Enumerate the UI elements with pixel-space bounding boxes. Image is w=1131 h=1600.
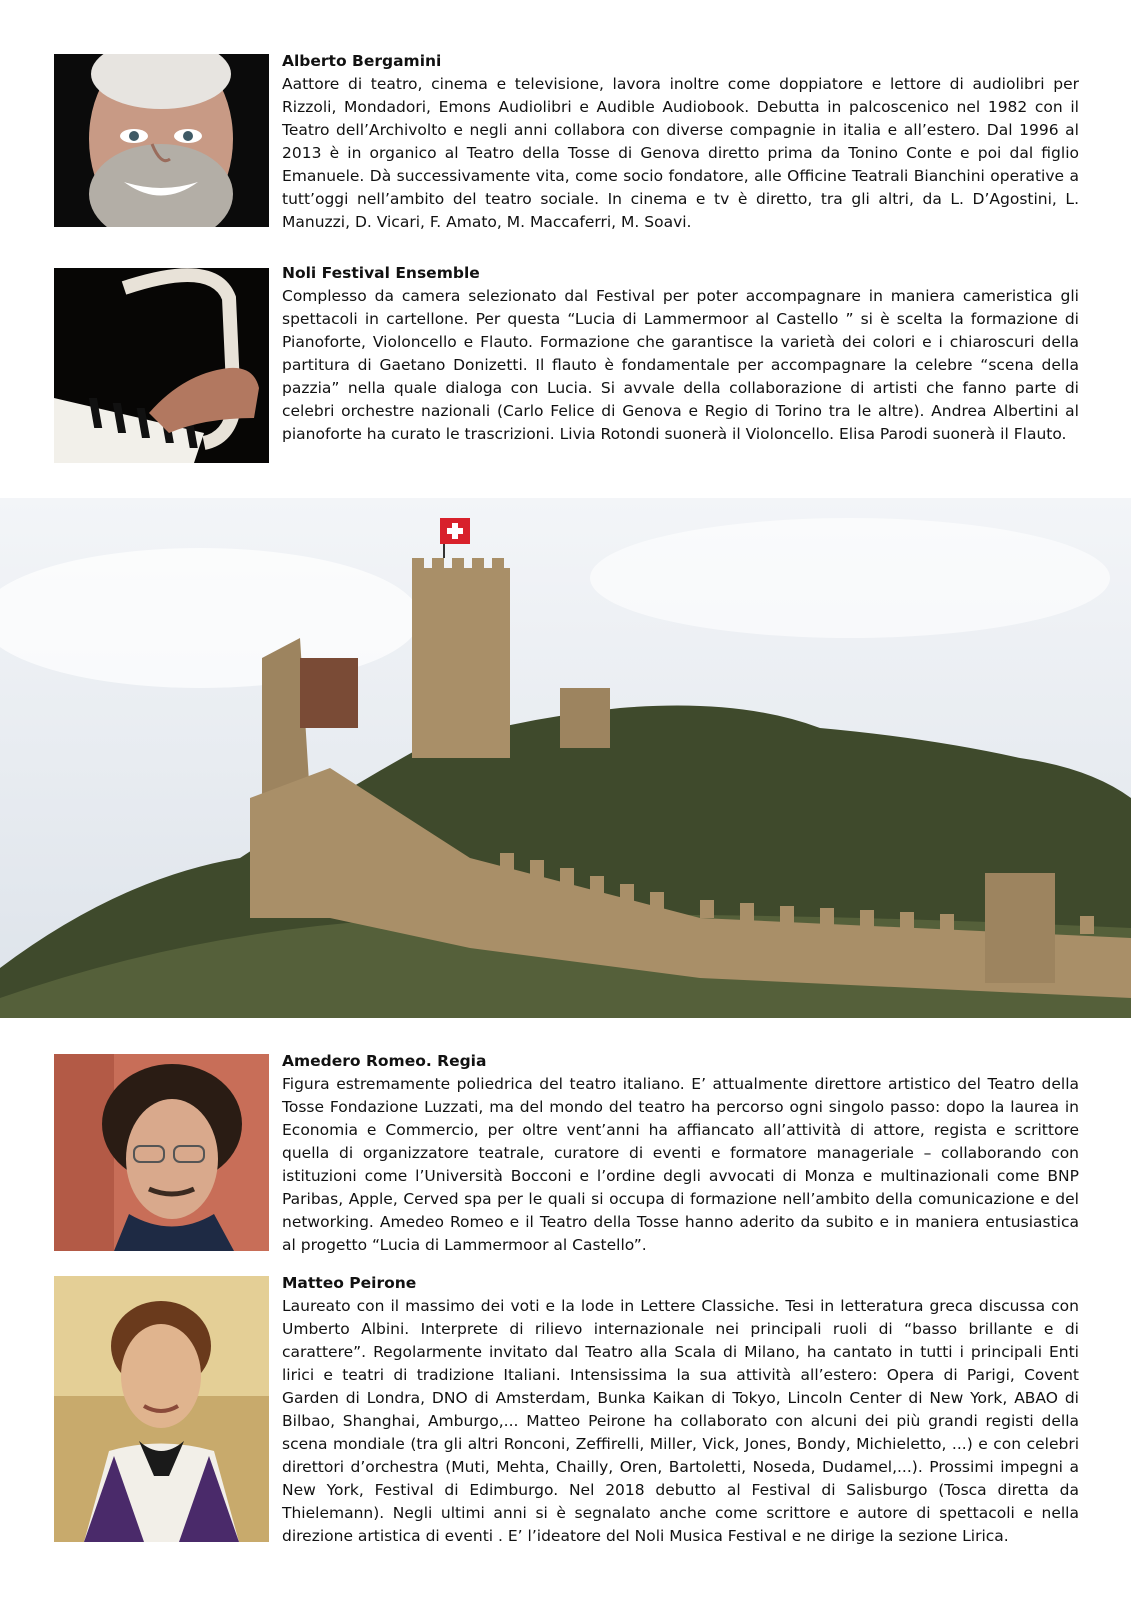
portrait-photo	[54, 1276, 269, 1542]
portrait-photo	[54, 54, 269, 227]
bio-body: Aattore di teatro, cinema e televisione, lavora inoltre come doppiatore e lettore di audiolibri per Rizzoli, Mondadori, Emons Audiolibri e Audible Audiobook. Debutta in palcoscenico nel 1982 con il Teatro dell’Archivolto e negli anni collabora con diverse compagnie in italia e all’estero. Dal 1996 al 2013 è in organico al Teatro della Tosse di Genova diretto prima da Tonino Conte e poi dal figlio Emanuele. Dà successivamente vita, come socio fondatore, alle Officine Teatrali Bianchini operative a tutt’oggi nell’ambito del teatro sociale. In cinema e tv è diretto, tra gli altri, da L. D’Agostini, L. Manuzzi, D. Vicari, F. Amato, M. Maccaferri, M. Soavi.	[282, 75, 1079, 231]
bio-text-block	[282, 262, 1079, 446]
bio-name: Amedero Romeo. Regia	[282, 1052, 487, 1070]
bio-text-block	[282, 1272, 1079, 1548]
bio-matteo-peirone	[54, 1272, 1078, 1572]
bio-text-block	[282, 1050, 1079, 1257]
portrait-photo	[54, 1054, 269, 1251]
bio-name: Noli Festival Ensemble	[282, 264, 480, 282]
bio-alberto-bergamini	[54, 50, 1078, 232]
bio-body: Figura estremamente poliedrica del teatro italiano. E’ attualmente direttore artistico del Teatro della Tosse Fondazione Luzzati, ma del mondo del teatro ha percorso ogni singolo passo: dopo la laurea in Economia e Commercio, per oltre vent’anni ha affiancato all’attività di attore, regista e scrittore quella di organizzatore teatrale, curatore di eventi e formatore manageriale – collaborando con istituzioni come l’Università Bocconi e l’ordine degli avvocati di Monza e multinazionali come BNP Paribas, Apple, Cerved spa per le quali si occupa di formazione nell’ambito della comunicazione e del networking. Amedeo Romeo e il Teatro della Tosse hanno aderito da subito e in maniera entusiastica al progetto “Lucia di Lammermoor al Castello”.	[282, 1075, 1079, 1254]
bio-amedeo-romeo	[54, 1050, 1078, 1260]
bio-text-block	[282, 50, 1079, 234]
bio-name: Alberto Bergamini	[282, 52, 442, 70]
bio-body: Laureato con il massimo dei voti e la lode in Lettere Classiche. Tesi in letteratura greca discussa con Umberto Albini. Interprete di rilievo internazionale nei principali ruoli di “basso brillante e di carattere”. Regolarmente invitato dal Teatro alla Scala di Milano, ha cantato in tutti i principali Enti lirici e teatri di tradizione Italiani. Intensissima la sua attività all’estero: Opera di Parigi, Covent Garden di Londra, DNO di Amsterdam, Bunka Kaikan di Tokyo, Lincoln Center di New York, ABAO di Bilbao, Shanghai, Amburgo,... Matteo Peirone ha collaborato con alcuni dei più grandi registi della scena mondiale (tra gli altri Ronconi, Zeffirelli, Miller, Vick, Jones, Bondy, Michieletto, ...) e con celebri direttori d’orchestra (Muti, Mehta, Chailly, Oren, Bartoletti, Noseda, Dudamel,...). Prossimi impegni a New York, Festival di Edimburgo. Nel 2018 debutto al Festival di Salisburgo (Tosca diretta da Thielemann). Negli ultimi anni si è segnalato anche come scrittore e autore di spettacoli e nella direzione artistica di eventi . E’ l’ideatore del Noli Musica Festival e ne dirige la sezione Lirica.	[282, 1297, 1079, 1545]
bio-noli-festival-ensemble	[54, 262, 1078, 472]
piano-hand-photo	[54, 268, 269, 463]
bio-name: Matteo Peirone	[282, 1274, 417, 1292]
castle-photo	[0, 498, 1131, 1018]
bio-body: Complesso da camera selezionato dal Festival per poter accompagnare in maniera cameristica gli spettacoli in cartellone. Per questa “Lucia di Lammermoor al Castello ” si è scelta la formazione di Pianoforte, Violoncello e Flauto. Formazione che garantisce la varietà dei colori e i chiaroscuri della partitura di Gaetano Donizetti. Il flauto è fondamentale per accompagnare la celebre “scena della pazzia” nella quale dialoga con Lucia. Si avvale della collaborazione di artisti che fanno parte di celebri orchestre nazionali (Carlo Felice di Genova e Regio di Torino tra le altre). Andrea Albertini al pianoforte ha curato le trascrizioni. Livia Rotondi suonerà il Violoncello. Elisa Parodi suonerà il Flauto.	[282, 287, 1079, 443]
